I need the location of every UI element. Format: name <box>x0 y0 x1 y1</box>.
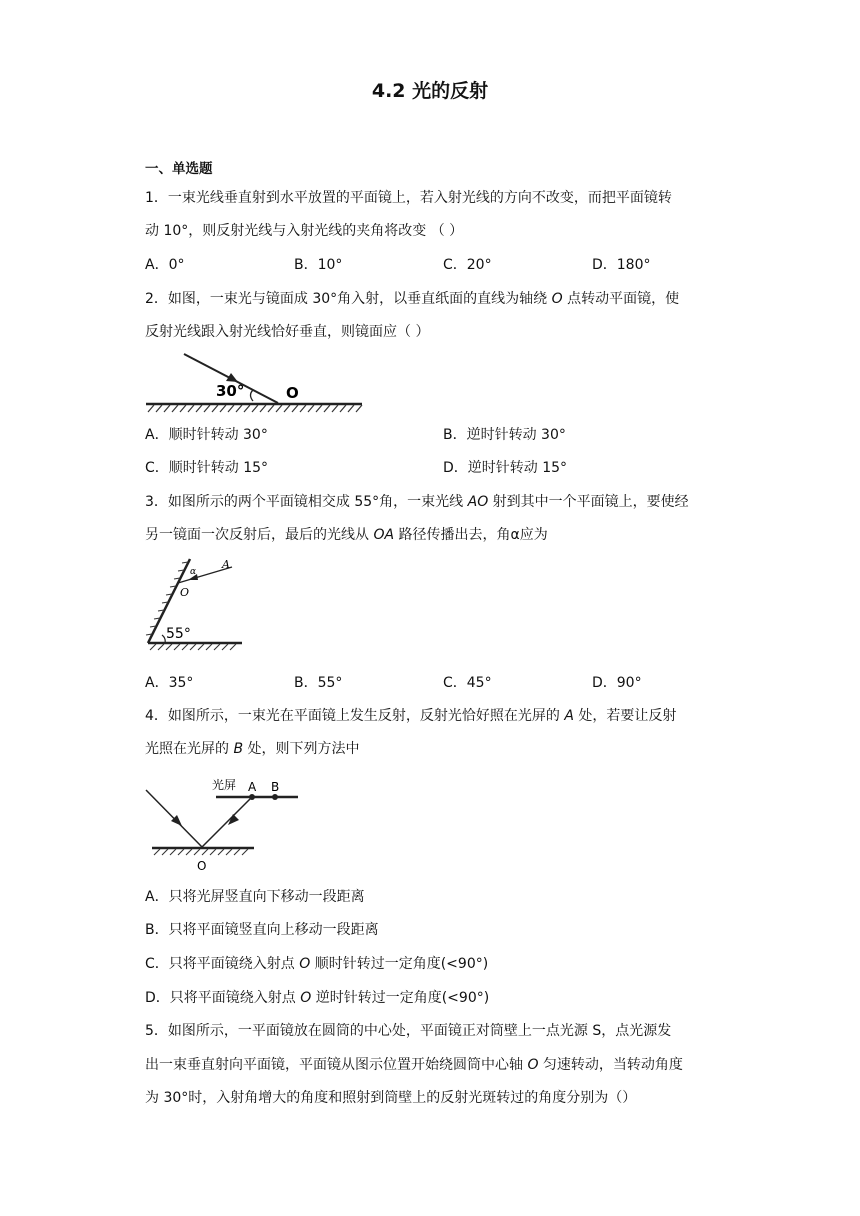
q3-figure <box>142 555 252 651</box>
q2-angle-arc <box>251 390 254 401</box>
q4-line2-text: 光照在光屏的 <box>145 741 234 757</box>
q2-option-b: B．逆时针转动 30° <box>443 427 566 443</box>
q3-label-a: A <box>222 558 230 571</box>
q3-option-c: C．45° <box>443 675 492 691</box>
q4-option-d-point: O <box>300 990 312 1006</box>
q2-option-a: A．顺时针转动 30° <box>145 427 268 443</box>
q3-angle-label: 55° <box>166 626 191 642</box>
q2-figure <box>140 348 370 414</box>
q4-option-c-text-end: 顺时针转过一定角度(<90°) <box>310 956 489 972</box>
q5-line1: 5．如图所示，一平面镜放在圆筒的中心处，平面镜正对筒壁上一点光源 S，点光源发 <box>145 1023 672 1039</box>
q4-reflected-ray <box>202 797 252 847</box>
q2-point-o: O <box>551 291 563 307</box>
q3-line1-text: 3．如图所示的两个平面镜相交成 55°角，一束光线 <box>145 494 468 510</box>
q4-option-c-point: O <box>299 956 311 972</box>
q4-line1-text-end: 处，若要让反射 <box>573 708 677 724</box>
q3-label-o: O <box>180 586 190 599</box>
q3-bottom-hatching <box>150 644 236 650</box>
q4-option-d <box>145 987 489 1007</box>
q4-option-d-text-end: 逆时针转过一定角度(<90°) <box>311 990 490 1006</box>
q2-line1-text-end: 点转动平面镜，使 <box>562 291 680 307</box>
q4-mirror-hatching <box>154 849 248 855</box>
q5-line2-text-end: 匀速转动，当转动角度 <box>538 1057 683 1073</box>
q4-point-b: B <box>233 741 244 757</box>
q4-option-c <box>145 953 488 973</box>
q4-line2-text-end: 处，则下列方法中 <box>243 741 360 757</box>
q4-line1 <box>145 705 676 725</box>
q1-line2: 动 10°，则反射光线与入射光线的夹角将改变 （ ） <box>145 223 464 239</box>
q2-label-o: O <box>286 384 299 402</box>
q3-line1 <box>145 491 689 511</box>
q2-mirror-hatching <box>148 405 362 412</box>
page-title: 4.2 光的反射 <box>371 80 489 102</box>
q2-angle-label: 30° <box>216 382 245 400</box>
q4-point-b-dot <box>272 794 278 800</box>
q5-point-o: O <box>527 1057 539 1073</box>
q4-option-c-text: C．只将平面镜绕入射点 <box>145 956 300 972</box>
q5-line3: 为 30°时，入射角增大的角度和照射到筒壁上的反射光斑转过的角度分别为（） <box>145 1090 637 1106</box>
q1-line1: 1．一束光线垂直射到水平放置的平面镜上，若入射光线的方向不改变，而把平面镜转 <box>145 190 672 206</box>
q3-label-alpha: α <box>190 567 197 577</box>
q1-option-d: D．180° <box>592 257 651 273</box>
q2-line1 <box>145 288 679 308</box>
q4-label-a: A <box>248 780 257 794</box>
q4-line1-text: 4．如图所示，一束光在平面镜上发生反射，反射光恰好照在光屏的 <box>145 708 565 724</box>
q3-ray-oa: OA <box>373 527 395 543</box>
q2-option-d: D．逆时针转动 15° <box>443 460 568 476</box>
q3-line2-text-end: 路径传播出去，角α应为 <box>394 527 548 543</box>
q4-label-o: O <box>197 859 207 873</box>
q3-option-b: B．55° <box>294 675 343 691</box>
q4-label-b: B <box>271 780 280 794</box>
q3-ray-ao: AO <box>467 494 489 510</box>
q3-line1-text-end: 射到其中一个平面镜上，要使经 <box>488 494 689 510</box>
q4-line2 <box>145 738 360 758</box>
q3-option-a: A．35° <box>145 675 194 691</box>
q4-option-b: B．只将平面镜竖直向上移动一段距离 <box>145 922 379 938</box>
q5-line2 <box>145 1054 683 1074</box>
q2-line1-text: 2．如图，一束光与镜面成 30°角入射，以垂直纸面的直线为轴绕 <box>145 291 552 307</box>
q4-screen-label: 光屏 <box>212 778 237 792</box>
q4-option-d-text: D．只将平面镜绕入射点 <box>145 990 301 1006</box>
q3-option-d: D．90° <box>592 675 642 691</box>
q1-option-a: A．0° <box>145 257 185 273</box>
q4-point-a: A <box>564 708 574 724</box>
q3-line2-text: 另一镜面一次反射后，最后的光线从 <box>145 527 374 543</box>
q2-line2: 反射光线跟入射光线恰好垂直，则镜面应（ ） <box>145 324 430 340</box>
q1-option-c: C．20° <box>443 257 492 273</box>
section-heading: 一、单选题 <box>145 161 213 177</box>
q2-option-c: C．顺时针转动 15° <box>145 460 269 476</box>
q4-option-a: A．只将光屏竖直向下移动一段距离 <box>145 889 365 905</box>
q5-line2-text: 出一束垂直射向平面镜，平面镜从图示位置开始绕圆筒中心轴 <box>145 1057 528 1073</box>
q1-option-b: B．10° <box>294 257 343 273</box>
q3-line2 <box>145 524 548 544</box>
q4-figure <box>142 772 312 874</box>
